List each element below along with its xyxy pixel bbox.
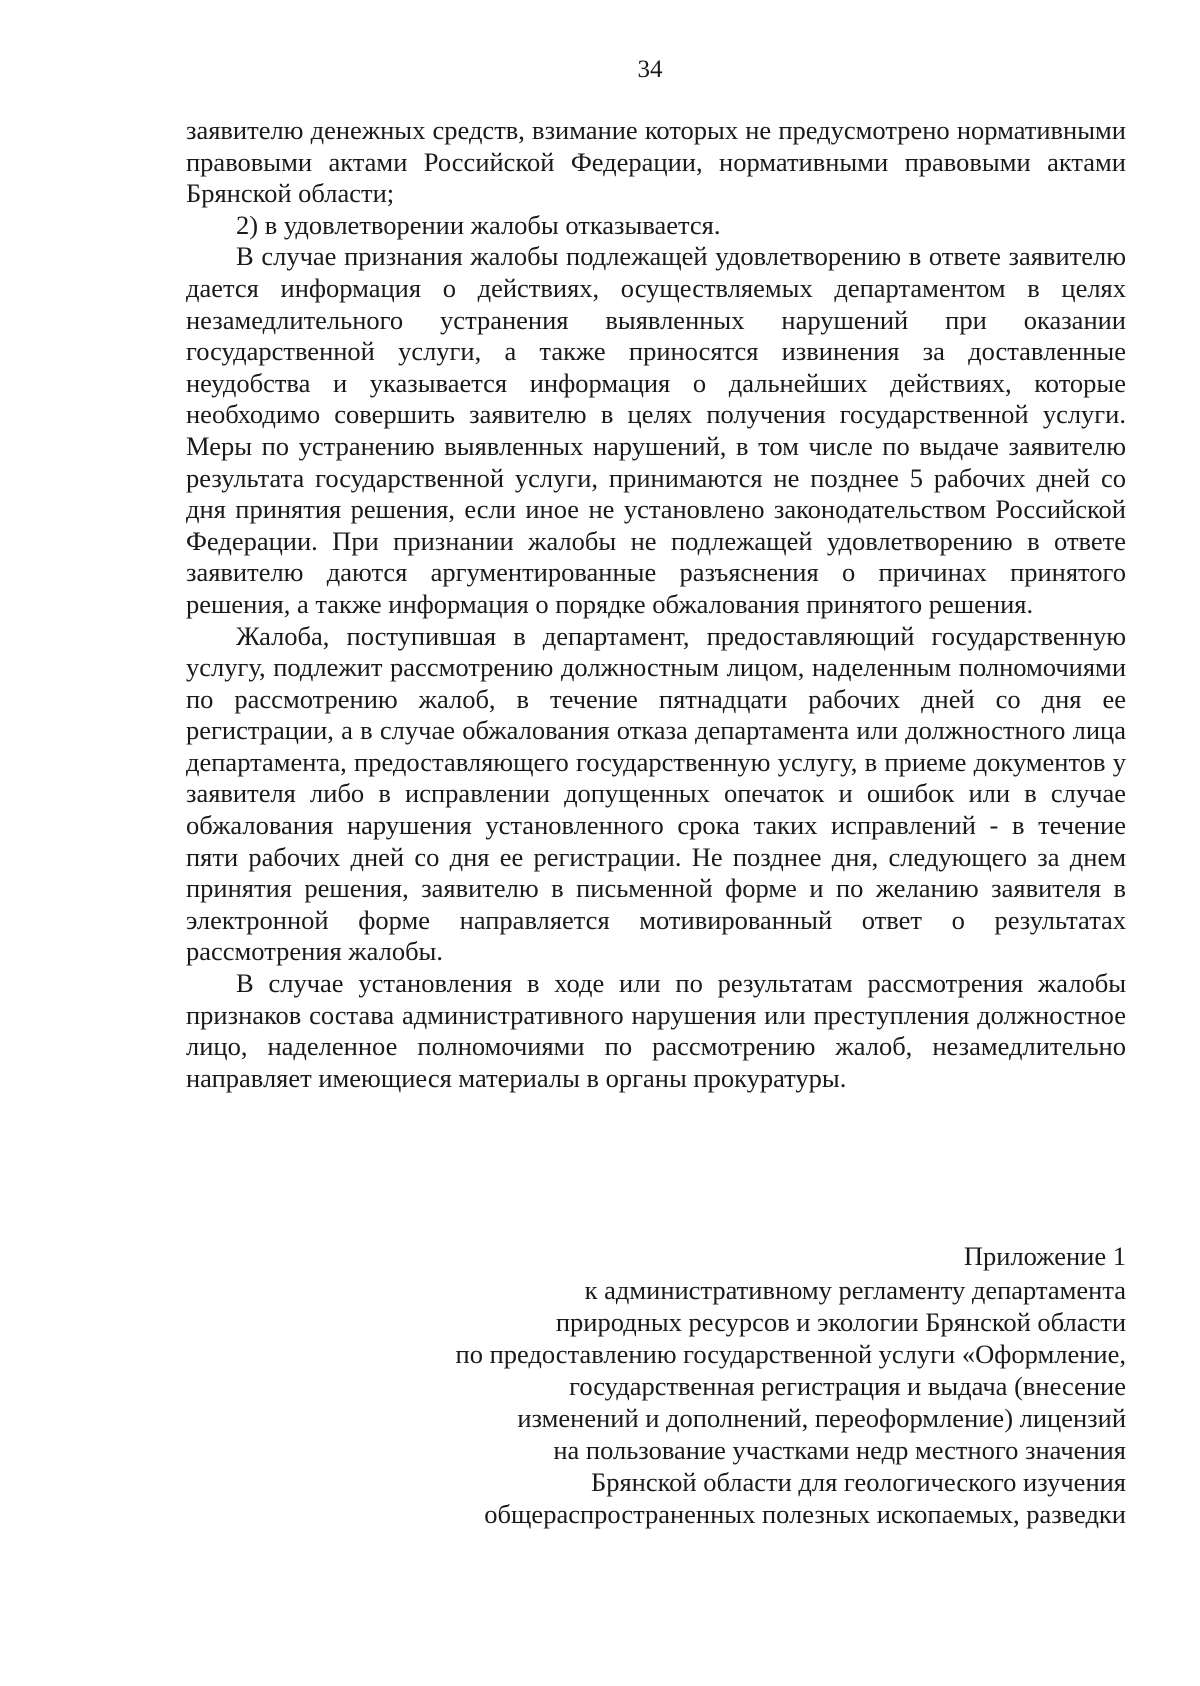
appendix-line: изменений и дополнений, переоформление) лицензий: [517, 1403, 1126, 1433]
paragraph-list-item-2: 2) в удовлетворении жалобы отказывается.: [236, 209, 721, 240]
appendix-line: государственная регистрация и выдача (внесение: [569, 1371, 1126, 1401]
appendix-title: Приложение 1: [963, 1241, 1126, 1271]
paragraph-continuation: заявителю денежных средств, взимание которых не предусмотрено нормативными правовыми актами Российской Федерации, нормативными правовыми актами Брянской области;: [186, 115, 1126, 209]
appendix-line: по предоставлению государственной услуги «Оформление,: [455, 1339, 1126, 1369]
appendix-line: к административному регламенту департамента: [584, 1275, 1126, 1305]
appendix-line: природных ресурсов и экологии Брянской области: [555, 1307, 1126, 1337]
appendix-header: [306, 1240, 1126, 1530]
appendix-line: Брянской области для геологического изучения: [591, 1467, 1126, 1497]
appendix-line: на пользование участками недр местного значения: [553, 1435, 1126, 1465]
paragraph-complaint-satisfied: В случае признания жалобы подлежащей удовлетворению в ответе заявителю дается информация о действиях, осуществляемых департаментом в целях незамедлительного устранения выявленных нарушений при оказании государственной услуги, а также приносятся извинения за доставленные неудобства и указывается информация о дальнейших действиях, которые необходимо совершить заявителю в целях получения государственной услуги. Меры по устранению выявленных нарушений, в том числе по выдаче заявителю результата государственной услуги, принимаются не позднее 5 рабочих дней со дня принятия решения, если иное не установлено законодательством Российской Федерации. При признании жалобы не подлежащей удовлетворению в ответе заявителю даются аргументированные разъяснения о причинах принятого решения, а также информация о порядке обжалования принятого решения.: [186, 241, 1126, 619]
page-number: 34: [637, 56, 663, 83]
appendix-line: общераспространенных полезных ископаемых, разведки: [484, 1499, 1126, 1529]
paragraph-prosecution: В случае установления в ходе или по результатам рассмотрения жалобы признаков состава административного нарушения или преступления должностное лицо, наделенное полномочиями по рассмотрению жалоб, незамедлительно направляет имеющиеся материалы в органы прокуратуры.: [186, 968, 1126, 1093]
document-body: [186, 115, 1126, 1094]
paragraph-complaint-review: Жалоба, поступившая в департамент, предоставляющий государственную услугу, подлежит рассмотрению должностным лицом, наделенным полномочиями по рассмотрению жалоб, в течение пятнадцати рабочих дней со дня ее регистрации, а в случае обжалования отказа департамента или должностного лица департамента, предоставляющего государственную услугу, в приеме документов у заявителя либо в исправлении допущенных опечаток и ошибок или в случае обжалования нарушения установленного срока таких исправлений - в течение пяти рабочих дней со дня ее регистрации. Не позднее дня, следующего за днем принятия решения, заявителю в письменной форме и по желанию заявителя в электронной форме направляется мотивированный ответ о результатах рассмотрения жалобы.: [186, 620, 1126, 967]
